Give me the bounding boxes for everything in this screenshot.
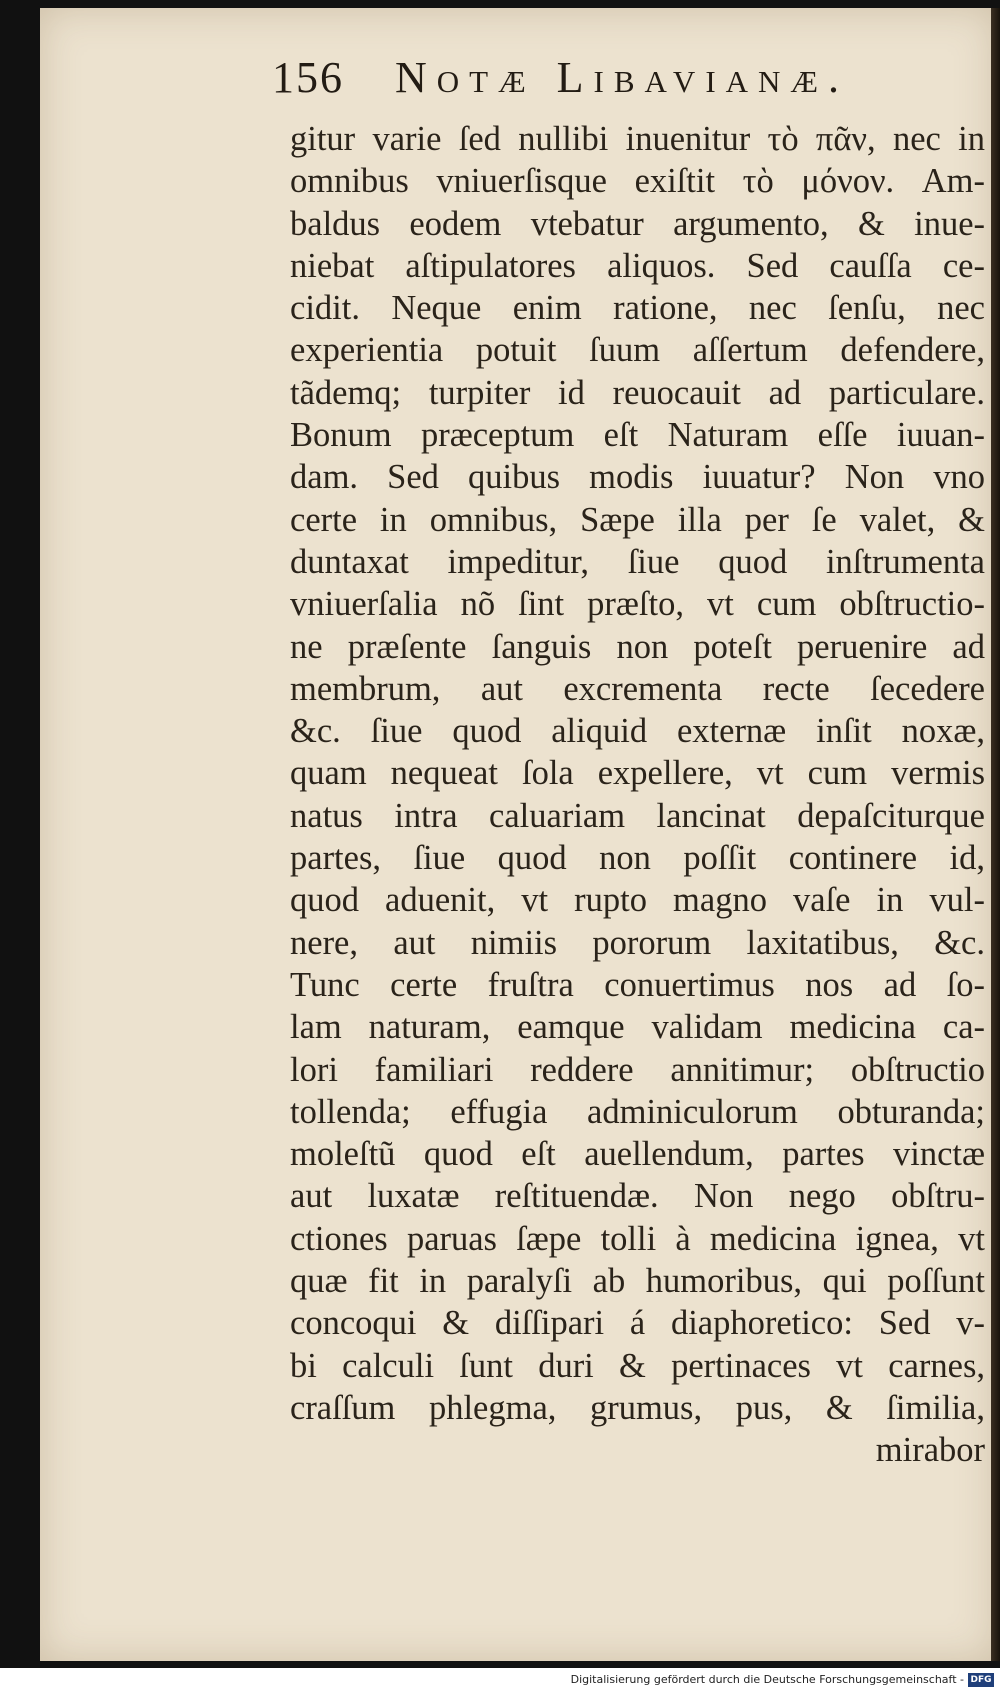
text-line: omnibus vniuerſisque exiſtit τὸ μόνον. Am- [290, 162, 985, 201]
text-line: ctiones paruas ſæpe tolli à medicina ignea, vt [290, 1219, 985, 1258]
text-line: quod aduenit, vt rupto magno vaſe in vul- [290, 881, 985, 920]
text-line: moleſtũ quod eſt auellendum, partes vinctæ [290, 1135, 985, 1174]
text-line: niebat aſtipulatores aliquos. Sed cauſſa ce- [290, 246, 985, 285]
text-line: tollenda; effugia adminiculorum obturanda; [290, 1092, 985, 1131]
text-line: baldus eodem vtebatur argumento, & inue- [290, 204, 985, 243]
page-edge [991, 8, 1000, 1661]
text-line: experientia potuit ſuum aſſertum defendere, [290, 331, 985, 370]
text-line: quæ fit in paralyſi ab humoribus, qui poſſunt [290, 1262, 985, 1301]
text-line: partes, ſiue quod non poſſit continere id, [290, 839, 985, 878]
body-text [290, 118, 985, 1472]
text-line: duntaxat impeditur, ſiue quod inſtrumenta [290, 542, 985, 581]
page-header [272, 52, 952, 103]
text-line: nere, aut nimiis pororum laxitatibus, &c. [290, 923, 985, 962]
text-line: mirabor [875, 1431, 985, 1470]
text-line: craſſum phlegma, grumus, pus, & ſimilia, [290, 1388, 985, 1427]
text-line: ne præſente ſanguis non poteſt peruenire ad [290, 627, 985, 666]
text-line: concoqui & diſſipari á diaphoretico: Sed v- [290, 1304, 985, 1343]
text-line: &c. ſiue quod aliquid externæ inſit noxæ, [290, 712, 985, 751]
text-line: gitur varie ſed nullibi inuenitur τὸ πᾶν, nec in [290, 120, 985, 158]
running-title: Notæ Libavianæ. [395, 53, 849, 102]
text-line: lam naturam, eamque validam medicina ca- [290, 1008, 985, 1047]
text-line: certe in omnibus, Sæpe illa per ſe valet, & [290, 500, 985, 539]
text-line: lori familiari reddere annitimur; obſtructio [290, 1050, 985, 1089]
text-line: quam nequeat ſola expellere, vt cum vermis [290, 754, 985, 793]
footer-bar [0, 1668, 1000, 1695]
text-line: aut luxatæ reſtituendæ. Non nego obſtru- [290, 1177, 985, 1216]
dfg-logo: DFG [968, 1673, 994, 1687]
funding-credit: Digitalisierung gefördert durch die Deutsche Forschungsgemeinschaft - [570, 1673, 964, 1686]
text-line: tãdemq; turpiter id reuocauit ad particulare. [290, 373, 985, 412]
text-line: membrum, aut excrementa recte ſecedere [290, 669, 985, 708]
text-line: Bonum præceptum eſt Naturam eſſe iuuan- [290, 416, 985, 455]
text-line: cidit. Neque enim ratione, nec ſenſu, nec [290, 289, 985, 328]
text-line: natus intra caluariam lancinat depaſciturque [290, 796, 985, 835]
text-line: Tunc certe fruſtra conuertimus nos ad ſo- [290, 965, 985, 1004]
text-line: vniuerſalia nõ ſint præſto, vt cum obſtructio- [290, 585, 985, 624]
text-line: bi calculi ſunt duri & pertinaces vt carnes, [290, 1346, 985, 1385]
text-line: dam. Sed quibus modis iuuatur? Non vno [290, 458, 985, 497]
page-number: 156 [272, 53, 344, 102]
